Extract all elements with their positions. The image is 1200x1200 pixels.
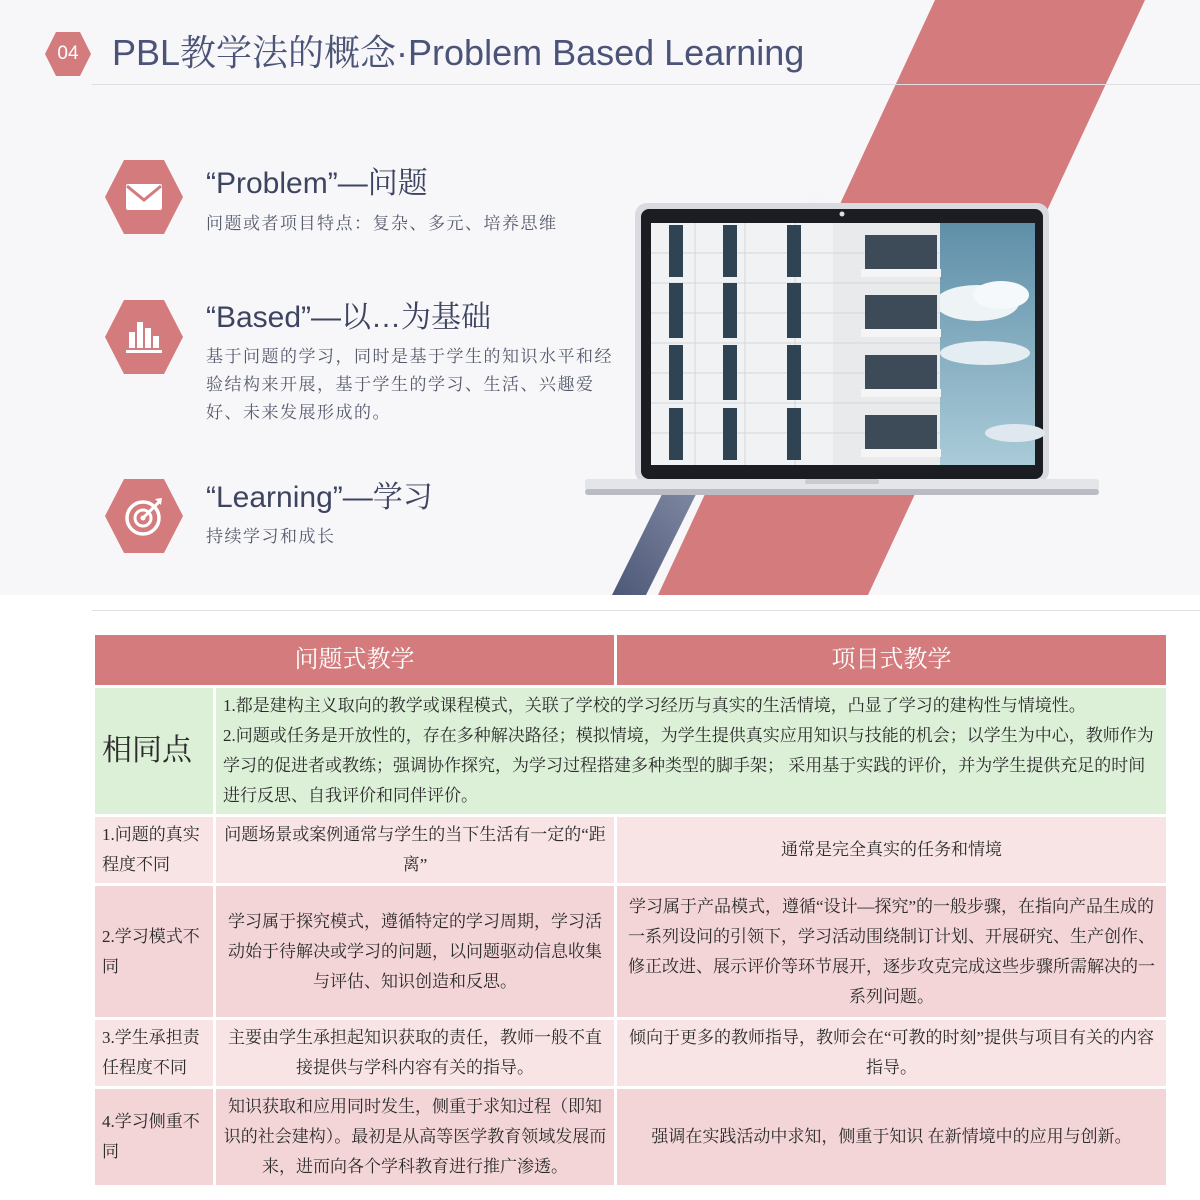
table-row bbox=[95, 817, 1166, 883]
same-point-label: 相同点 bbox=[95, 688, 213, 814]
table-row bbox=[95, 1089, 1166, 1185]
feature-title-based: “Based”—以…为基础 bbox=[206, 301, 492, 334]
header-project-teaching: 项目式教学 bbox=[617, 635, 1166, 685]
row-project-cell: 学习属于产品模式，遵循“设计—探究”的一般步骤，在指向产品生成的一系列设问的引领下，学习活动围绕制订计划、开展研究、生产创作、修正改进、展示评价等环节展开，逐步攻克完成这些步骤所需解决的一系列问题。 bbox=[617, 886, 1166, 1017]
table-row bbox=[95, 1020, 1166, 1086]
table-header-row bbox=[95, 635, 1166, 685]
row-problem-cell: 知识获取和应用同时发生，侧重于求知过程（即知识的社会建构）。最初是从高等医学教育领域发展而来，进而向各个学科教育进行推广渗透。 bbox=[216, 1089, 614, 1185]
envelope-icon bbox=[103, 158, 185, 236]
laptop-illustration bbox=[585, 203, 1099, 503]
row-label: 1.问题的真实程度不同 bbox=[95, 817, 213, 883]
row-problem-cell: 问题场景或案例通常与学生的当下生活有一定的“距离” bbox=[216, 817, 614, 883]
comparison-table bbox=[92, 632, 1169, 1188]
same-point-line-2: 2.问题或任务是开放性的，存在多种解决路径；模拟情境，为学生提供真实应用知识与技能的机会；以学生为中心，教师作为学习的促进者或教练；强调协作探究，为学习过程搭建多种类型的脚手架； 采用基于实践的评价，并为学生提供充足的时间进行反思、自我评价和同伴评价。 bbox=[223, 726, 1154, 805]
bar-chart-icon bbox=[103, 298, 185, 376]
concept-slide bbox=[0, 0, 1200, 595]
feature-title-problem: “Problem”—问题 bbox=[206, 167, 428, 200]
row-project-cell: 通常是完全真实的任务和情境 bbox=[617, 817, 1166, 883]
row-problem-cell: 学习属于探究模式，遵循特定的学习周期，学习活动始于待解决或学习的问题，以问题驱动信息收集与评估、知识创造和反思。 bbox=[216, 886, 614, 1017]
row-problem-cell: 主要由学生承担起知识获取的责任，教师一般不直接提供与学科内容有关的指导。 bbox=[216, 1020, 614, 1086]
header-problem-teaching: 问题式教学 bbox=[95, 635, 614, 685]
row-label: 3.学生承担责任程度不同 bbox=[95, 1020, 213, 1086]
section-number: 04 bbox=[57, 43, 79, 64]
row-project-cell: 倾向于更多的教师指导，教师会在“可教的时刻”提供与项目有关的内容指导。 bbox=[617, 1020, 1166, 1086]
row-project-cell: 强调在实践活动中求知，侧重于知识 在新情境中的应用与创新。 bbox=[617, 1089, 1166, 1185]
target-icon bbox=[103, 477, 185, 555]
section-divider bbox=[92, 610, 1200, 611]
title-divider bbox=[92, 84, 1200, 85]
table-row bbox=[95, 886, 1166, 1017]
page-title: PBL教学法的概念·Problem Based Learning bbox=[112, 32, 805, 73]
feature-title-learning: “Learning”—学习 bbox=[206, 481, 433, 514]
feature-desc-problem: 问题或者项目特点：复杂、多元、培养思维 bbox=[206, 214, 558, 233]
feature-desc-based: 基于问题的学习，同时是基于学生的知识水平和经验结构来开展，基于学生的学习、生活、兴趣爱好、未来发展形成的。 bbox=[206, 347, 613, 422]
table-row-same bbox=[95, 688, 1166, 814]
feature-desc-learning: 持续学习和成长 bbox=[206, 527, 336, 546]
same-point-content bbox=[216, 688, 1166, 814]
row-label: 2.学习模式不同 bbox=[95, 886, 213, 1017]
section-badge bbox=[44, 30, 92, 78]
same-point-line-1: 1.都是建构主义取向的教学或课程模式，关联了学校的学习经历与真实的生活情境，凸显了学习的建构性与情境性。 bbox=[223, 696, 1086, 715]
row-label: 4.学习侧重不同 bbox=[95, 1089, 213, 1185]
